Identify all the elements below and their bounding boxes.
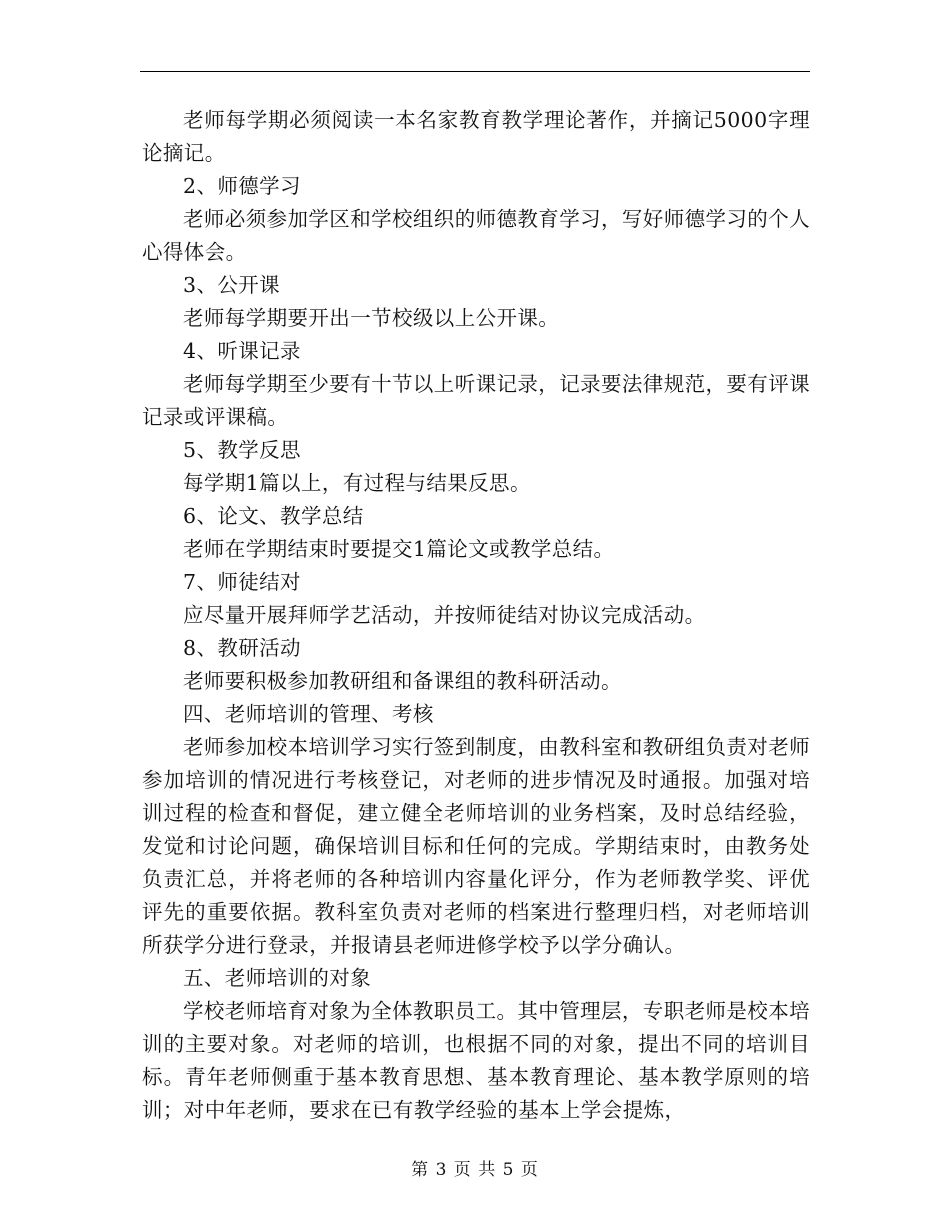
paragraph-teaching-reflection: 每学期1篇以上，有过程与结果反思。: [183, 471, 531, 495]
paragraph-open-class: 老师每学期要开出一节校级以上公开课。: [183, 306, 560, 330]
heading-paper-summary: 6、论文、教学总结: [183, 504, 364, 528]
section-heading-management: 四、老师培训的管理、考核: [183, 702, 434, 726]
paragraph-ethics-study: 老师必须参加学区和学校组织的师德教育学习，写好师德学习的个人心得体会。: [142, 207, 810, 264]
header-rule: [140, 71, 810, 72]
heading-teaching-reflection: 5、教学反思: [183, 438, 301, 462]
section-heading-training-targets: 五、老师培训的对象: [183, 966, 372, 990]
page-number: 第 3 页 共 5 页: [411, 1160, 539, 1180]
paragraph-mentorship: 应尽量开展拜师学艺活动，并按师徒结对协议完成活动。: [183, 603, 706, 627]
heading-lesson-observation: 4、听课记录: [183, 339, 301, 363]
document-body: [142, 104, 810, 1127]
heading-open-class: 3、公开课: [183, 273, 281, 297]
heading-research-activities: 8、教研活动: [183, 636, 301, 660]
heading-mentorship: 7、师徒结对: [183, 570, 301, 594]
heading-ethics-study: 2、师德学习: [183, 174, 301, 198]
paragraph-reading-requirement: 老师每学期必须阅读一本名家教育教学理论著作，并摘记5000字理论摘记。: [142, 108, 810, 165]
paragraph-lesson-observation: 老师每学期至少要有十节以上听课记录，记录要法律规范，要有评课记录或评课稿。: [142, 372, 810, 429]
paragraph-training-targets: 学校老师培育对象为全体教职员工。其中管理层，专职老师是校本培训的主要对象。对老师的培训，也根据不同的对象，提出不同的培训目标。青年老师侧重于基本教育思想、基本教育理论、基本教学原则的培训；对中年老师，要求在已有教学经验的基本上学会提炼，: [142, 999, 810, 1122]
paragraph-research-activities: 老师要积极参加教研组和备课组的教科研活动。: [183, 669, 622, 693]
paragraph-management: 老师参加校本培训学习实行签到制度，由教科室和教研组负责对老师参加培训的情况进行考核登记，对老师的进步情况及时通报。加强对培训过程的检查和督促，建立健全老师培训的业务档案，及时总结经验，发觉和讨论问题，确保培训目标和任何的完成。学期结束时，由教务处负责汇总，并将老师的各种培训内容量化评分，作为老师教学奖、评优评先的重要依据。教科室负责对老师的档案进行整理归档，对老师培训所获学分进行登录，并报请县老师进修学校予以学分确认。: [142, 735, 810, 957]
paragraph-paper-summary: 老师在学期结束时要提交1篇论文或教学总结。: [183, 537, 615, 561]
